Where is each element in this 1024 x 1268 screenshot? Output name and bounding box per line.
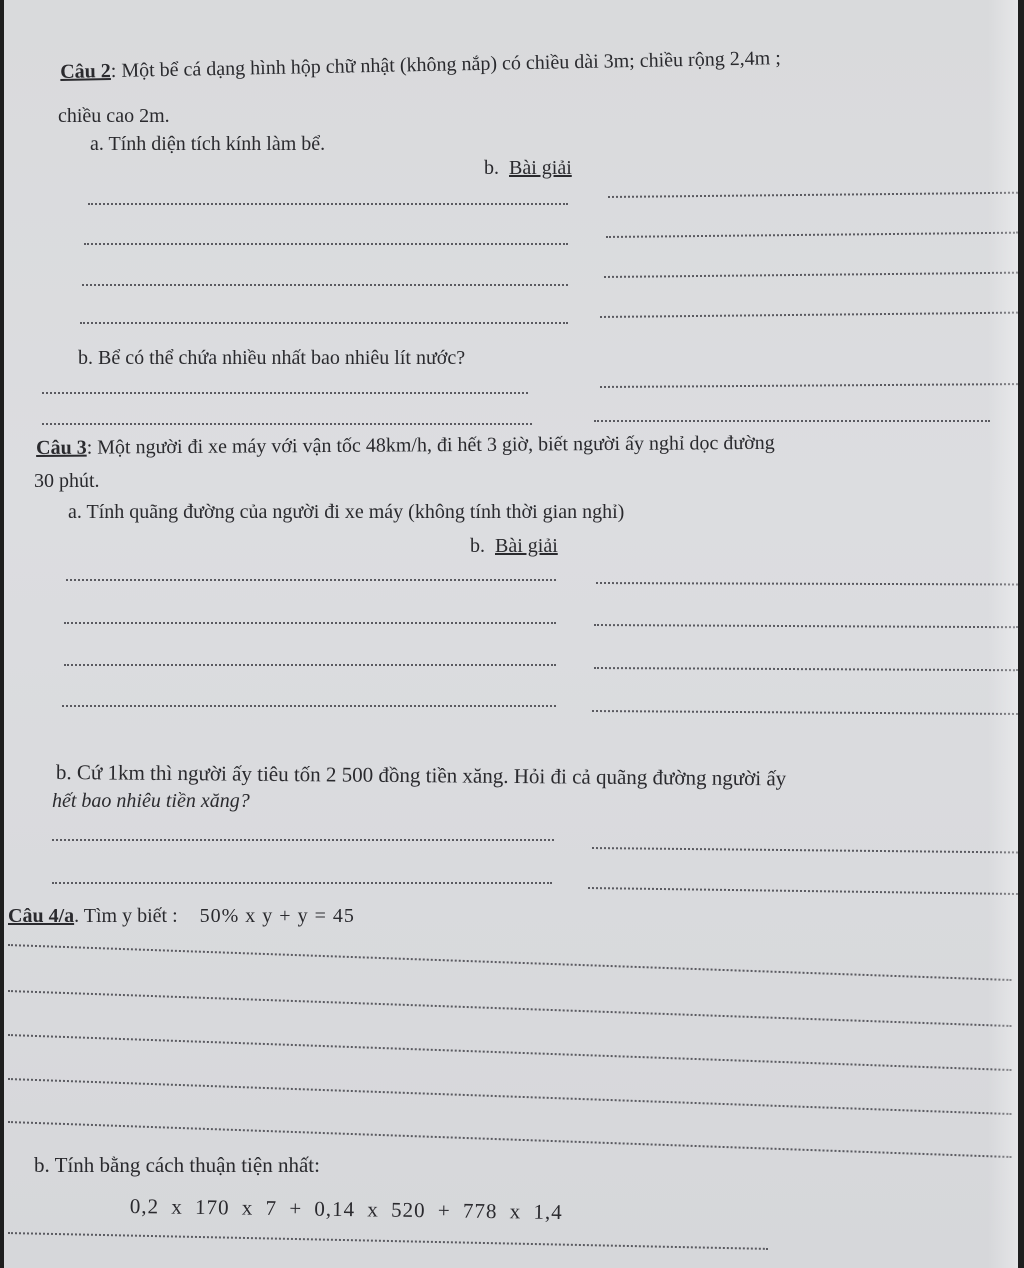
q3-solution-label: Bài giải xyxy=(495,535,558,557)
answer-line[interactable] xyxy=(62,705,556,707)
worksheet-page xyxy=(4,0,1018,1268)
answer-line[interactable] xyxy=(592,847,1018,853)
answer-line[interactable] xyxy=(52,839,554,841)
q3-part-b: b. Cứ 1km thì người ấy tiêu tốn 2 500 đồng tiền xăng. Hỏi đi cả quãng đường người ấy xyxy=(55,760,787,791)
q4a-heading xyxy=(8,904,355,928)
answer-line[interactable] xyxy=(80,322,568,324)
answer-line[interactable] xyxy=(8,944,1011,981)
answer-line[interactable] xyxy=(594,667,1018,671)
q2-label: Câu 2 xyxy=(60,60,112,83)
answer-line[interactable] xyxy=(42,392,528,394)
answer-line[interactable] xyxy=(82,284,568,286)
q3-label: Câu 3 xyxy=(36,436,87,459)
answer-line[interactable] xyxy=(8,1232,768,1250)
q4-label: Câu 4/a xyxy=(8,905,75,927)
answer-line[interactable] xyxy=(594,624,1018,628)
q2-intro xyxy=(60,46,781,84)
answer-line[interactable] xyxy=(64,664,556,666)
answer-line[interactable] xyxy=(84,243,568,245)
answer-line[interactable] xyxy=(596,582,1018,585)
answer-line[interactable] xyxy=(64,622,556,624)
q3-intro-text: : Một người đi xe máy với vận tốc 48km/h, đi hết 3 giờ, biết người ấy nghỉ dọc đường xyxy=(86,431,775,459)
q4-part-b: b. Tính bằng cách thuận tiện nhất: xyxy=(34,1153,320,1177)
answer-line[interactable] xyxy=(608,192,1018,198)
q3-intro-cont: 30 phút. xyxy=(34,470,100,492)
q2-intro-text: : Một bể cá dạng hình hộp chữ nhật (không nắp) có chiều dài 3m; chiều rộng 2,4m ; xyxy=(110,47,782,83)
q2-part-b: b. Bể có thể chứa nhiều nhất bao nhiêu lít nước? xyxy=(78,347,466,369)
answer-line[interactable] xyxy=(88,203,568,205)
q4-prompt: . Tìm y biết : xyxy=(74,905,178,927)
answer-line[interactable] xyxy=(592,710,1018,715)
q2-part-a: a. Tính diện tích kính làm bể. xyxy=(90,133,326,155)
q2-intro-cont: chiều cao 2m. xyxy=(58,105,170,127)
q2-solution-heading xyxy=(484,156,572,180)
answer-line[interactable] xyxy=(600,312,1018,318)
q3-intro xyxy=(36,431,775,460)
q3-part-b-cont: hết bao nhiêu tiền xăng? xyxy=(52,790,250,812)
answer-line[interactable] xyxy=(600,383,1018,388)
answer-line[interactable] xyxy=(66,579,556,581)
q4-equation: 50% x y + y = 45 xyxy=(199,905,355,927)
q3-part-a: a. Tính quãng đường của người đi xe máy (không tính thời gian nghỉ) xyxy=(68,501,625,523)
answer-line[interactable] xyxy=(604,272,1018,278)
q3-solution-heading xyxy=(470,534,558,558)
answer-line[interactable] xyxy=(8,990,1011,1027)
q4-expression: 0,2 x 170 x 7 + 0,14 x 520 + 778 x 1,4 xyxy=(129,1194,563,1225)
answer-line[interactable] xyxy=(8,1034,1011,1071)
answer-line[interactable] xyxy=(588,887,1018,895)
answer-line[interactable] xyxy=(8,1078,1011,1115)
q2-solution-label: Bài giải xyxy=(509,157,572,179)
answer-line[interactable] xyxy=(52,882,552,884)
answer-line[interactable] xyxy=(42,423,532,425)
answer-line[interactable] xyxy=(606,232,1018,238)
q3-solution-prefix: b. xyxy=(470,535,485,557)
answer-line[interactable] xyxy=(594,420,990,422)
q2-solution-prefix: b. xyxy=(484,157,499,179)
